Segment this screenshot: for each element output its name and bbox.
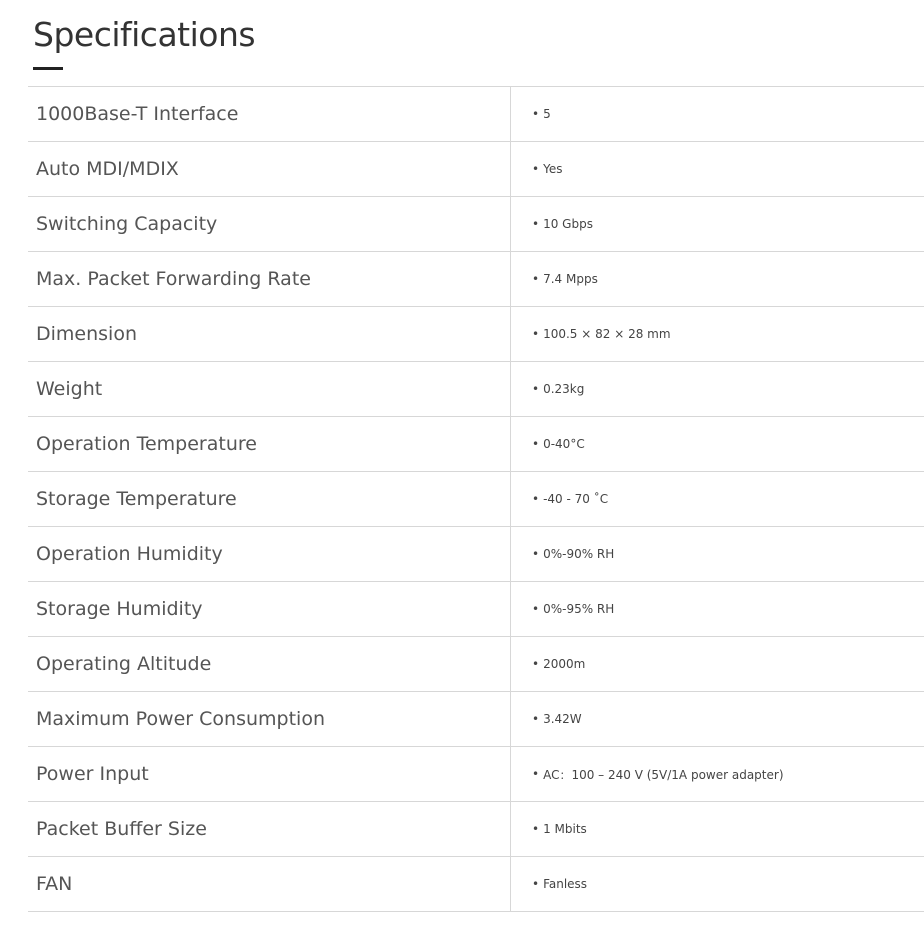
spec-value-cell — [511, 692, 924, 746]
spec-row — [28, 362, 924, 417]
spec-label: Dimension — [28, 307, 511, 361]
bullet-icon: • — [532, 382, 540, 396]
spec-label: Auto MDI/MDIX — [28, 142, 511, 196]
spec-value-cell — [511, 802, 924, 856]
bullet-icon: • — [532, 272, 540, 286]
spec-label: Weight — [28, 362, 511, 416]
spec-row — [28, 307, 924, 362]
spec-value: 3.42W — [543, 712, 582, 726]
spec-value: 1 Mbits — [543, 822, 587, 836]
spec-value-cell — [511, 362, 924, 416]
spec-label: Storage Temperature — [28, 472, 511, 526]
spec-row — [28, 142, 924, 197]
spec-value: 5 — [543, 107, 551, 121]
spec-row — [28, 857, 924, 912]
spec-value: Fanless — [543, 877, 588, 891]
spec-value-cell — [511, 637, 924, 691]
spec-value: 0.23kg — [543, 382, 585, 396]
spec-value-cell — [511, 87, 924, 141]
spec-row — [28, 802, 924, 857]
spec-label: 1000Base-T Interface — [28, 87, 511, 141]
bullet-icon: • — [532, 767, 540, 781]
spec-label: Storage Humidity — [28, 582, 511, 636]
spec-value-cell — [511, 252, 924, 306]
bullet-icon: • — [532, 877, 540, 891]
spec-table — [28, 86, 924, 912]
spec-value-cell — [511, 747, 924, 801]
bullet-icon: • — [532, 602, 540, 616]
spec-value: 2000m — [543, 657, 586, 671]
spec-value-cell — [511, 857, 924, 911]
spec-row — [28, 692, 924, 747]
spec-row — [28, 472, 924, 527]
spec-label: Maximum Power Consumption — [28, 692, 511, 746]
spec-value-cell — [511, 582, 924, 636]
bullet-icon: • — [532, 162, 540, 176]
spec-value: 0%-90% RH — [543, 547, 615, 561]
spec-row — [28, 417, 924, 472]
spec-label: Operation Temperature — [28, 417, 511, 471]
spec-label: Operating Altitude — [28, 637, 511, 691]
spec-row — [28, 197, 924, 252]
spec-value: Yes — [543, 162, 563, 176]
spec-value: -40 - 70 ˚C — [543, 492, 609, 506]
spec-value-cell — [511, 417, 924, 471]
bullet-icon: • — [532, 712, 540, 726]
spec-value-cell — [511, 142, 924, 196]
spec-value-cell — [511, 527, 924, 581]
spec-row — [28, 582, 924, 637]
bullet-icon: • — [532, 107, 540, 121]
bullet-icon: • — [532, 657, 540, 671]
spec-label: Packet Buffer Size — [28, 802, 511, 856]
title-underline — [33, 67, 63, 70]
bullet-icon: • — [532, 437, 540, 451]
spec-value: 7.4 Mpps — [543, 272, 598, 286]
bullet-icon: • — [532, 327, 540, 341]
spec-value: AC：100 – 240 V (5V/1A power adapter) — [543, 767, 784, 782]
spec-label: Power Input — [28, 747, 511, 801]
spec-row — [28, 527, 924, 582]
spec-label: Max. Packet Forwarding Rate — [28, 252, 511, 306]
page-title: Specifications — [33, 15, 256, 54]
spec-value: 10 Gbps — [543, 217, 593, 231]
spec-value-cell — [511, 197, 924, 251]
spec-value: 0-40°C — [543, 437, 585, 451]
spec-value: 100.5 × 82 × 28 mm — [543, 327, 671, 341]
spec-row — [28, 252, 924, 307]
spec-label: Operation Humidity — [28, 527, 511, 581]
spec-row — [28, 87, 924, 142]
spec-row — [28, 747, 924, 802]
spec-row — [28, 637, 924, 692]
bullet-icon: • — [532, 217, 540, 231]
spec-value-cell — [511, 307, 924, 361]
spec-label: Switching Capacity — [28, 197, 511, 251]
bullet-icon: • — [532, 547, 540, 561]
spec-label: FAN — [28, 857, 511, 911]
bullet-icon: • — [532, 822, 540, 836]
spec-value: 0%-95% RH — [543, 602, 615, 616]
spec-value-cell — [511, 472, 924, 526]
bullet-icon: • — [532, 492, 540, 506]
